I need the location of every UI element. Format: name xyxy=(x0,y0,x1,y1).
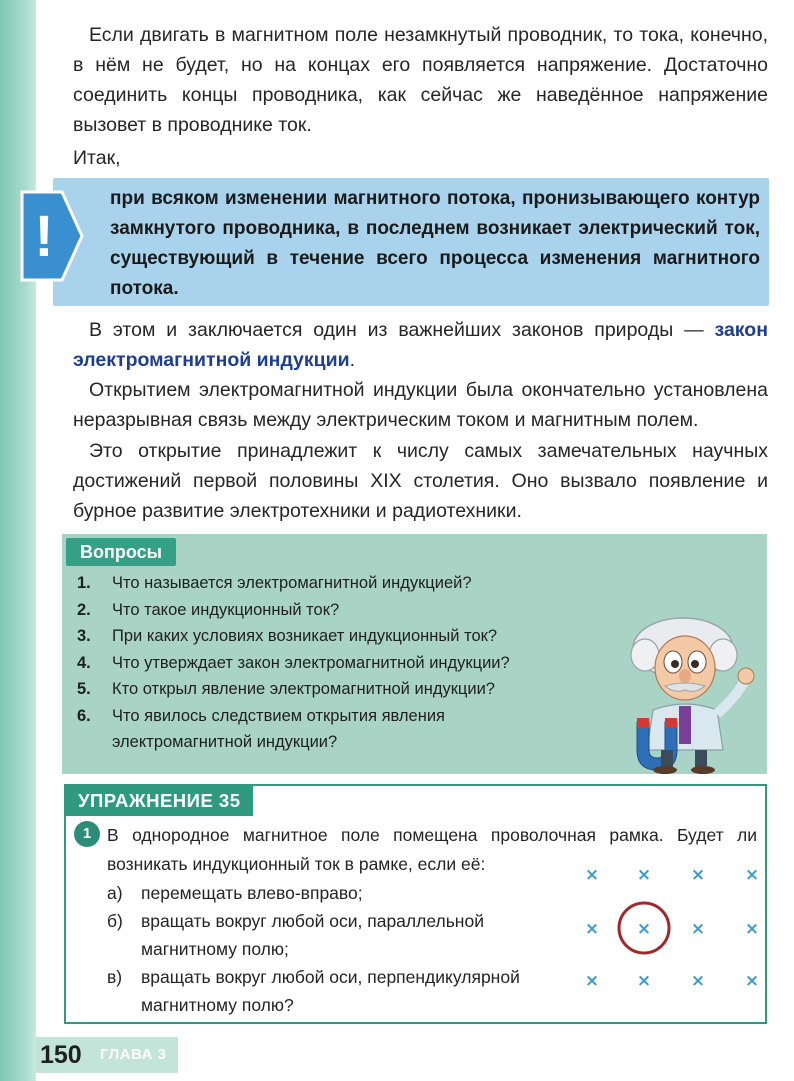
exercise-title: УПРАЖНЕНИЕ 35 xyxy=(66,786,253,816)
question-text: При каких условиях возникает индукционный ток? xyxy=(112,627,498,645)
page-number: 150 xyxy=(40,1041,82,1069)
law-intro-text: В этом и заключается один из важнейших законов природы — xyxy=(89,319,715,341)
field-cross: × xyxy=(584,865,600,885)
field-cross: × xyxy=(584,919,600,939)
paragraph-discovery: Открытием электромагнитной индукции была окончательно установлена неразрывная связь между электрическим током и магнитным полем. xyxy=(73,379,768,431)
law-term: закон электромагнитной индукции xyxy=(73,319,768,371)
option-letter: в) xyxy=(107,967,123,987)
option-letter: б) xyxy=(107,911,123,931)
option-text: вращать вокруг любой оси, параллельной магнитному полю; xyxy=(141,911,484,959)
question-text: Кто открыл явление электромагнитной индукции? xyxy=(112,680,495,698)
question-number: 6. xyxy=(77,706,91,725)
questions-list xyxy=(77,570,547,756)
field-cross: × xyxy=(690,971,706,991)
exercise-option xyxy=(107,879,552,907)
question-text: Что называется электромагнитной индукцией? xyxy=(112,574,472,592)
question-item xyxy=(77,597,547,624)
option-letter: а) xyxy=(107,883,123,903)
field-cross: × xyxy=(636,919,652,939)
paragraph-law xyxy=(73,315,768,375)
paragraph-open-conductor: Если двигать в магнитном поле незамкнутый проводник, то тока, конечно, в нём не будет, но на концах его появляется напряжение. Достаточно соединить концы проводника, как сейчас же наведённое напряжение вызовет в проводнике ток. xyxy=(73,24,768,136)
question-number: 5. xyxy=(77,680,91,698)
page-side-strip xyxy=(0,0,36,1081)
scientist-with-magnet-illustration xyxy=(605,610,765,775)
question-item xyxy=(77,570,547,597)
question-text: Что утверждает закон электромагнитной индукции? xyxy=(112,653,510,672)
task-number-badge: 1 xyxy=(74,821,100,847)
exercise-option xyxy=(107,907,552,963)
question-item xyxy=(77,650,547,677)
field-cross: × xyxy=(636,865,652,885)
field-cross: × xyxy=(690,865,706,885)
question-text: Что такое индукционный ток? xyxy=(112,600,340,619)
exercise-question: В однородное магнитное поле помещена проволочная рамка. Будет ли возникать индукционный ток в рамке, если её: xyxy=(107,825,757,874)
field-cross: × xyxy=(584,971,600,991)
field-cross: × xyxy=(744,865,760,885)
question-text: Что явилось следствием открытия явления электромагнитной индукции? xyxy=(112,706,445,751)
option-text: перемещать влево-вправо; xyxy=(141,883,363,903)
question-number: 4. xyxy=(77,653,91,672)
field-cross: × xyxy=(744,919,760,939)
rule-statement: при всяком изменении магнитного потока, пронизывающего контур замкнутого проводника, в последнем возникает электрический ток, существующий в течение всего процесса изменения магнитного потока. xyxy=(110,188,760,299)
field-cross: × xyxy=(690,919,706,939)
question-item xyxy=(77,703,547,756)
option-text: вращать вокруг любой оси, перпендикулярной магнитному полю? xyxy=(141,967,520,1015)
magnetic-field-diagram xyxy=(580,860,770,995)
exercise-options xyxy=(107,879,552,1019)
questions-title: Вопросы xyxy=(66,538,176,566)
question-number: 2. xyxy=(77,600,91,619)
question-item xyxy=(77,623,547,650)
question-item xyxy=(77,676,547,703)
question-number: 1. xyxy=(77,574,91,592)
exclamation-icon xyxy=(18,188,86,284)
paragraph-significance: Это открытие принадлежит к числу самых замечательных научных достижений первой половины XIX столетия. Оно вызвало появление и бурное развитие электротехники и радиотехники. xyxy=(73,440,768,522)
field-cross: × xyxy=(636,971,652,991)
field-cross: × xyxy=(744,971,760,991)
question-number: 3. xyxy=(77,627,91,645)
exclamation-mark: ! xyxy=(34,204,54,269)
exercise-option xyxy=(107,963,552,1019)
law-end-text: . xyxy=(349,349,356,371)
paragraph-itak: Итак, xyxy=(73,147,121,169)
chapter-label: ГЛАВА 3 xyxy=(100,1046,167,1063)
